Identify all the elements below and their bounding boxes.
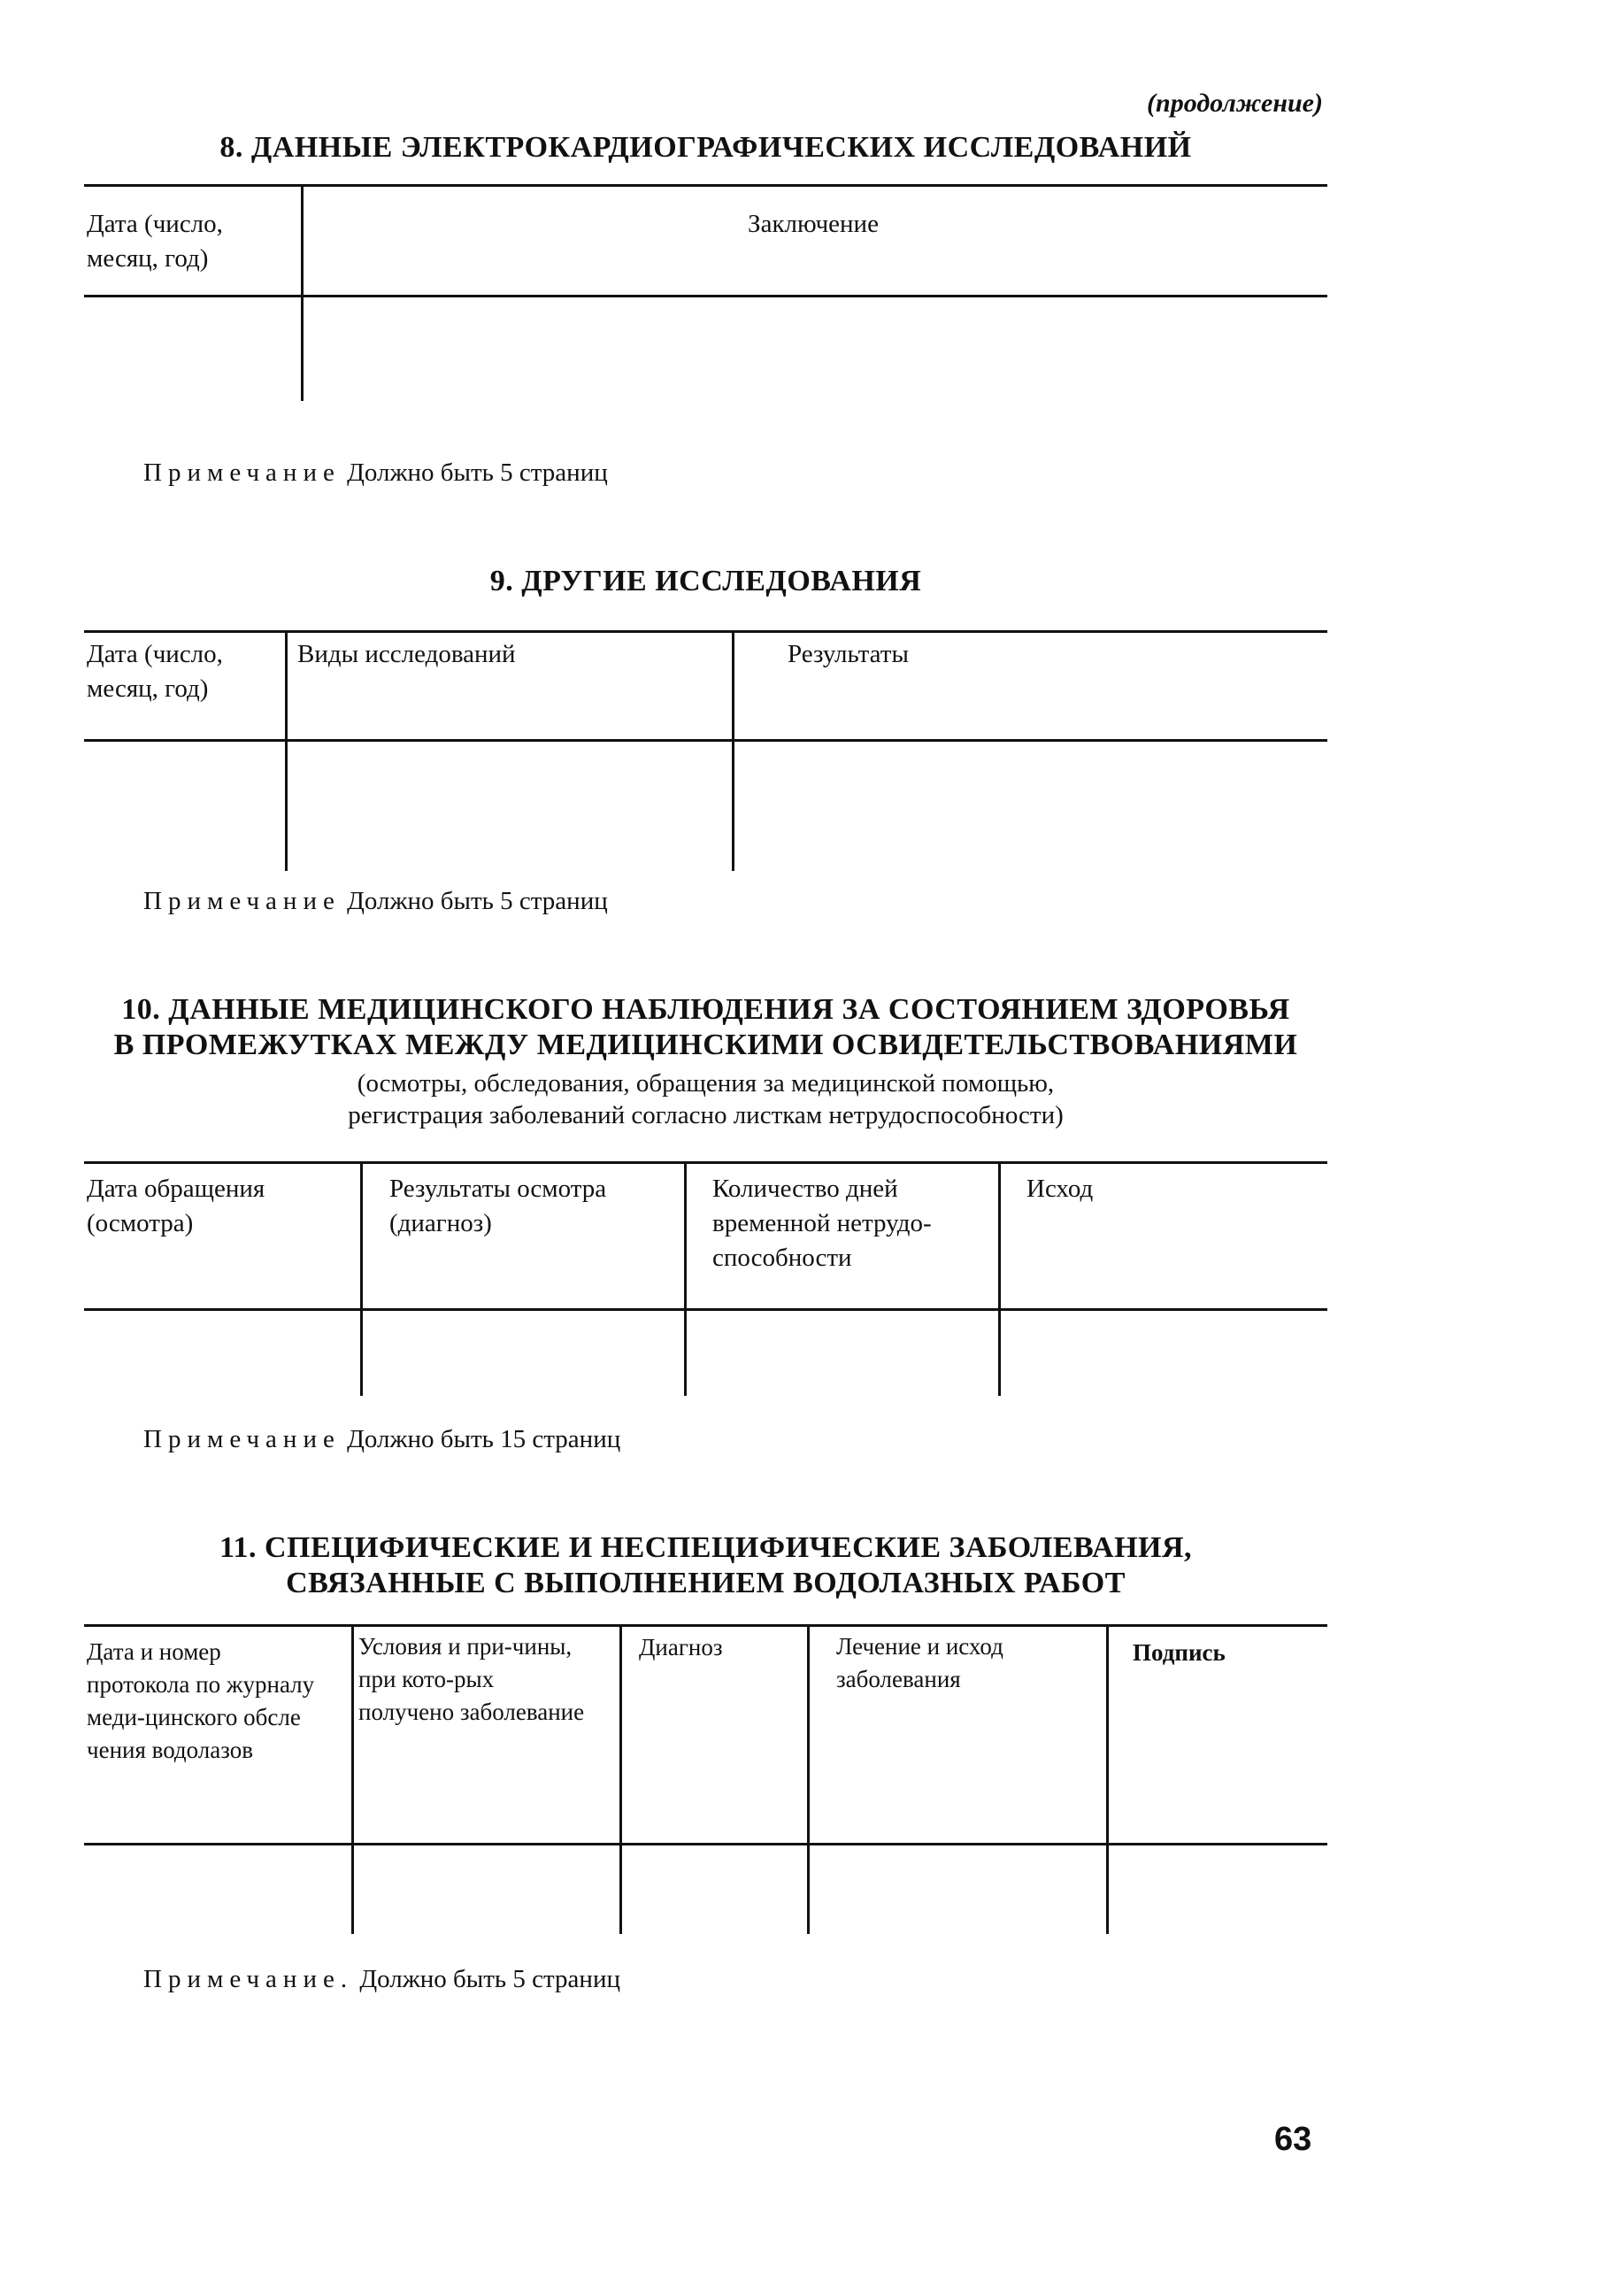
header-protocol-date: Дата и номер протокола по журналу меди-цинского обсле чения водолазов [87, 1638, 315, 1763]
section-11-title-line-1: 11. СПЕЦИФИЧЕСКИЕ И НЕСПЕЦИФИЧЕСКИЕ ЗАБОЛЕВАНИЯ, [219, 1531, 1193, 1564]
header-visit-date: Дата обращения (осмотра) [87, 1175, 265, 1237]
table-rule [84, 1843, 1327, 1845]
section-10-title-line-2: В ПРОМЕЖУТКАХ МЕЖДУ МЕДИЦИНСКИМИ ОСВИДЕТЕЛЬСТВОВАНИЯМИ [113, 1029, 1298, 1061]
continued-label: (продолжение) [1147, 89, 1323, 118]
header-conditions: Условия и при-чины, при кото-рых получено заболевание [358, 1633, 585, 1725]
section-10-subtitle-line-1: (осмотры, обследования, обращения за медицинской помощью, [357, 1069, 1055, 1098]
section-8-note [143, 458, 608, 488]
section-9-title: 9. ДРУГИЕ ИССЛЕДОВАНИЯ [489, 565, 922, 597]
header-outcome: Исход [1026, 1175, 1094, 1203]
section-11-note [143, 1965, 620, 1994]
column-divider [684, 1161, 687, 1396]
section-9-note [143, 887, 608, 916]
table-rule [84, 295, 1327, 297]
column-divider [619, 1624, 622, 1934]
note-label: Примечание. [143, 1965, 354, 1993]
table-rule [84, 739, 1327, 742]
section-8-title: 8. ДАННЫЕ ЭЛЕКТРОКАРДИОГРАФИЧЕСКИХ ИССЛЕДОВАНИЙ [219, 131, 1192, 164]
page-number: 63 [1274, 2121, 1312, 2158]
table-rule [84, 630, 1327, 633]
note-label: Примечание [143, 887, 341, 915]
header-signature: Подпись [1133, 1639, 1226, 1666]
header-date: Дата (число, месяц, год) [87, 640, 223, 703]
note-text: Должно быть 5 страниц [359, 1965, 620, 1993]
table-rule [84, 1308, 1327, 1311]
header-study-types: Виды исследований [297, 640, 516, 668]
table-rule [84, 1624, 1327, 1627]
section-10-subtitle-line-2: регистрация заболеваний согласно листкам нетрудоспособности) [348, 1101, 1064, 1129]
table-rule [84, 1161, 1327, 1164]
column-divider [807, 1624, 810, 1934]
column-divider [301, 184, 304, 401]
column-divider [360, 1161, 363, 1396]
column-divider [1106, 1624, 1109, 1934]
section-10-title-line-1: 10. ДАННЫЕ МЕДИЦИНСКОГО НАБЛЮДЕНИЯ ЗА СОСТОЯНИЕМ ЗДОРОВЬЯ [121, 993, 1290, 1026]
table-rule [84, 184, 1327, 187]
header-treatment-outcome: Лечение и исход заболевания [836, 1633, 1003, 1692]
header-results: Результаты [788, 640, 909, 668]
note-text: Должно быть 5 страниц [347, 458, 608, 487]
section-11-title-line-2: СВЯЗАННЫЕ С ВЫПОЛНЕНИЕМ ВОДОЛАЗНЫХ РАБОТ [286, 1567, 1126, 1599]
header-conclusion: Заключение [748, 210, 879, 238]
header-date: Дата (число, месяц, год) [87, 210, 223, 273]
header-exam-results: Результаты осмотра (диагноз) [389, 1175, 607, 1237]
header-diagnosis: Диагноз [639, 1634, 723, 1660]
note-label: Примечание [143, 1425, 341, 1453]
section-10-note [143, 1425, 620, 1454]
column-divider [998, 1161, 1001, 1396]
column-divider [351, 1624, 354, 1934]
note-label: Примечание [143, 458, 341, 487]
note-text: Должно быть 5 страниц [347, 887, 608, 915]
header-sick-days: Количество дней временной нетрудо-способности [712, 1175, 932, 1272]
column-divider [285, 630, 288, 871]
column-divider [732, 630, 734, 871]
note-text: Должно быть 15 страниц [347, 1425, 621, 1453]
